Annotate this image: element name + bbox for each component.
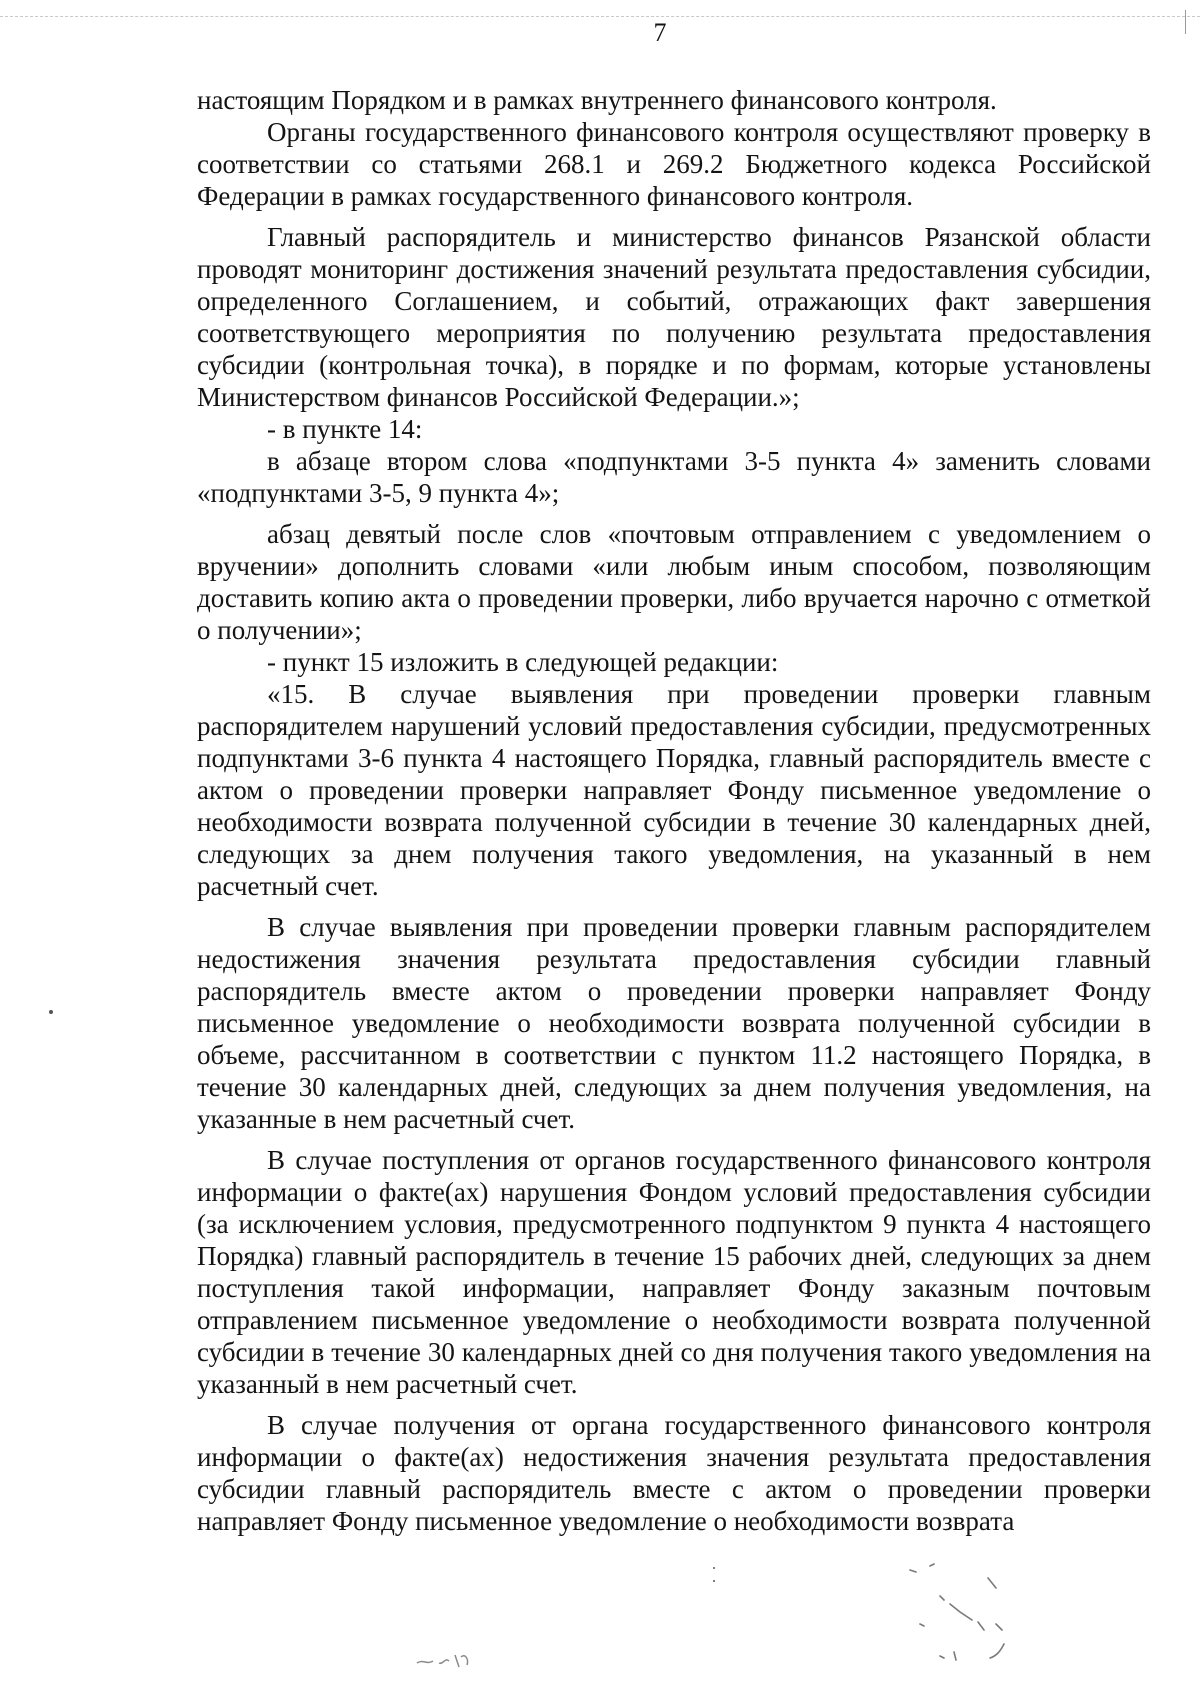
paragraph-6: абзац девятый после слов «почтовым отправлением с уведомлением о вручении» дополнить словами «или любым иным способом, позволяющим доставить копию акта о проведении проверки, либо вручается нарочно с отметкой о получении»; xyxy=(197,519,1151,645)
scan-edge-top xyxy=(0,16,1200,17)
paragraph-1: настоящим Порядком и в рамках внутреннего финансового контроля. xyxy=(197,85,997,115)
stamp-trace xyxy=(900,1560,1030,1680)
handwritten-mark xyxy=(415,1645,485,1675)
paragraph-5: в абзаце втором слова «подпунктами 3-5 пункта 4» заменить словами «подпунктами 3-5, 9 пункта 4»; xyxy=(197,446,1151,508)
scan-speck xyxy=(713,1580,715,1582)
paragraph-2: Органы государственного финансового контроля осуществляют проверку в соответствии со статьями 268.1 и 269.2 Бюджетного кодекса Российской Федерации в рамках государственного финансового контроля. xyxy=(197,117,1151,211)
paragraph-4: - в пункте 14: xyxy=(267,414,423,444)
paragraph-9: В случае выявления при проведении проверки главным распорядителем недостижения значения результата предоставления субсидии главный распорядитель вместе актом о проведении проверки направляет Фонду письменное уведомление о необходимости возврата полученной субсидии в объеме, рассчитанном в соответствии с пунктом 11.2 настоящего Порядка, в течение 30 календарных дней, следующих за днем получения уведомления, на указанные в нем расчетный счет. xyxy=(197,912,1151,1134)
paragraph-11: В случае получения от органа государственного финансового контроля информации о факте(ах) недостижения значения результата предоставления субсидии главный распорядитель вместе с актом о проведении проверки направляет Фонду письменное уведомление о необходимости возврата xyxy=(197,1410,1151,1536)
paragraph-10: В случае поступления от органов государственного финансового контроля информации о факте(ах) нарушения Фондом условий предоставления субсидии (за исключением условия, предусмотренного подпунктом 9 пункта 4 настоящего Порядка) главный распорядитель в течение 15 рабочих дней, следующих за днем поступления такой информации, направляет Фонду заказным почтовым отправлением письменное уведомление о необходимости возврата полученной субсидии в течение 30 календарных дней со дня получения такого уведомления на указанный в нем расчетный счет. xyxy=(197,1145,1151,1399)
scan-speck xyxy=(713,1567,715,1569)
scan-speck xyxy=(49,1010,53,1014)
page-number: 7 xyxy=(653,18,667,47)
paragraph-7: - пункт 15 изложить в следующей редакции: xyxy=(267,647,779,677)
document-body xyxy=(197,84,1151,1537)
paragraph-8: «15. В случае выявления при проведении проверки главным распорядителем нарушений условий предоставления субсидии, предусмотренных подпунктами 3-6 пункта 4 настоящего Порядка, главный распорядитель вместе с актом о проведении проверки направляет Фонду письменное уведомление о необходимости возврата полученной субсидии в течение 30 календарных дней, следующих за днем получения такого уведомления, на указанный в нем расчетный счет. xyxy=(197,679,1151,901)
paragraph-3: Главный распорядитель и министерство финансов Рязанской области проводят мониторинг достижения значений результата предоставления субсидии, определенного Соглашением, и событий, отражающих факт завершения соответствующего мероприятия по получению результата предоставления субсидии (контрольная точка), в порядке и по формам, которые установлены Министерством финансов Российской Федерации.»; xyxy=(197,222,1151,412)
